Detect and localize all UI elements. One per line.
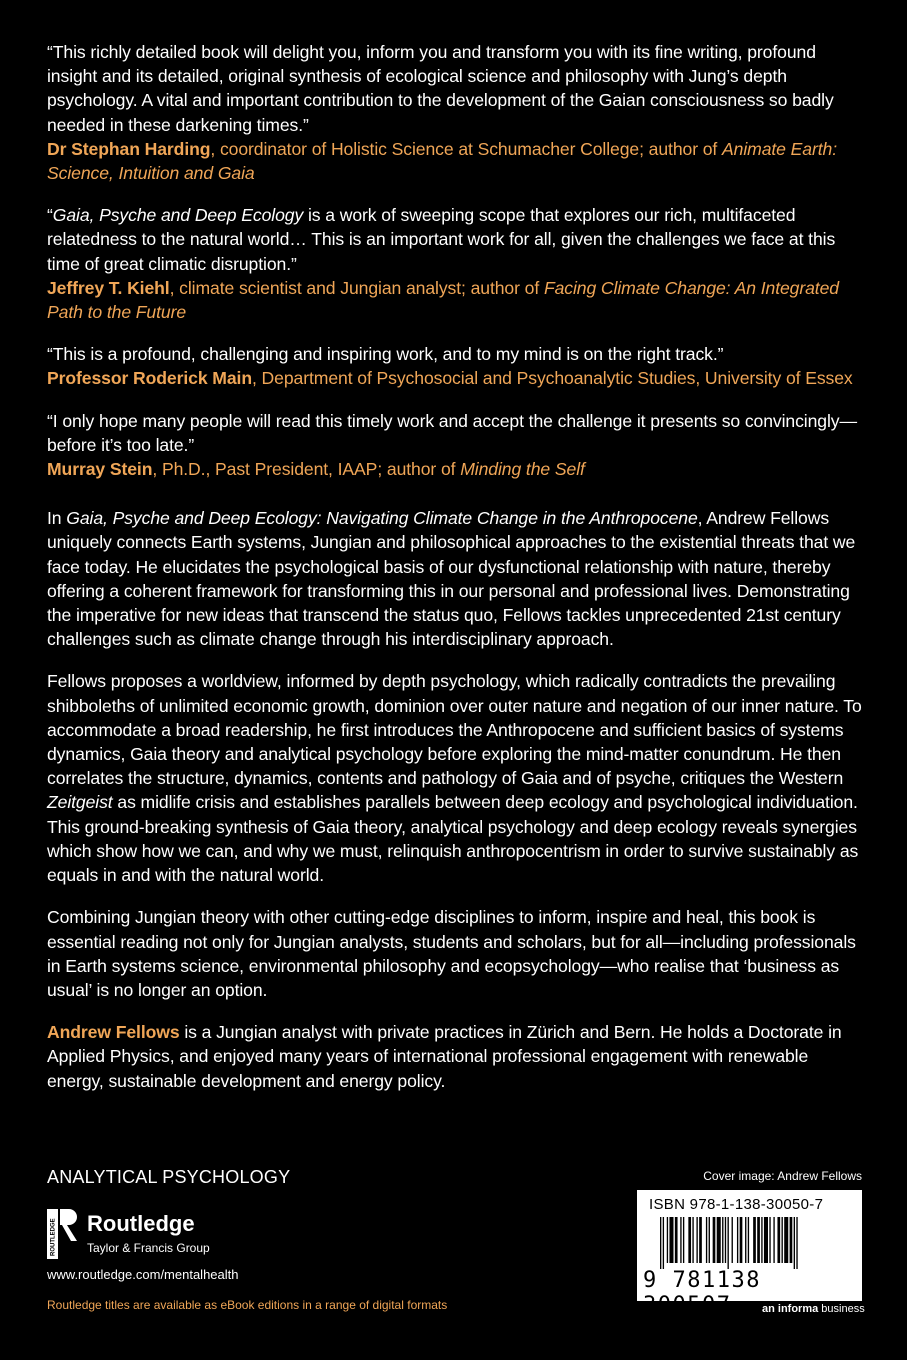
barcode-bar [688, 1217, 691, 1263]
barcode-bar [669, 1217, 673, 1263]
publisher-name: Routledge [87, 1211, 195, 1236]
barcode-bar [699, 1217, 702, 1263]
barcode-bar [675, 1217, 678, 1263]
barcode-bar [773, 1217, 774, 1263]
barcode-bar [777, 1217, 780, 1263]
barcode-bar [680, 1217, 681, 1263]
barcode-bar [667, 1217, 668, 1263]
barcode-bar [732, 1217, 733, 1263]
endorsement-attribution: Dr Stephan Harding, coordinator of Holistic Science at Schumacher College; author of Animate Earth: Science, Intuition and Gaia [47, 138, 837, 184]
barcode-bar [764, 1217, 768, 1263]
cover-credit: Cover image: Andrew Fellows [703, 1169, 862, 1183]
description-paragraph: Combining Jungian theory with other cutting-edge disciplines to inform, inspire and heal, this book is essential reading not only for Jungian analysts, students and scholars, but for all—including professionals in Earth systems science, environmental philosophy and ecopsychology—who realise that ‘business as usual’ is no longer an option. [47, 907, 856, 1000]
back-cover-text [47, 40, 862, 1111]
barcode-bar [663, 1217, 664, 1269]
description-paragraph: In Gaia, Psyche and Deep Ecology: Navigating Climate Change in the Anthropocene, Andrew Fellows uniquely connects Earth systems, Jungian and philosophical approaches to the existential threats that we face today. He elucidates the psychological basis of our dysfunctional relationship with nature, thereby offering a coherent framework for transforming this in our personal and professional lives. Demonstrating the imperative for new ideas that transcend the status quo, Fellows tackles unprecedented 21st century challenges such as climate change through his interdisciplinary approach. [47, 508, 856, 650]
barcode-bar [753, 1217, 756, 1263]
informa-tagline: an informa business [762, 1303, 865, 1315]
barcode-bar [709, 1217, 710, 1263]
barcode-bar [794, 1217, 795, 1269]
endorsement-attribution: Professor Roderick Main, Department of Psychosocial and Psychoanalytic Studies, University of Essex [47, 368, 853, 389]
isbn-number: ISBN 978-1-138-30050-7 [649, 1196, 824, 1213]
barcode-bar [757, 1217, 760, 1263]
barcode-bar [740, 1217, 743, 1263]
barcode-bar [660, 1217, 661, 1269]
barcode-bar [790, 1217, 793, 1263]
author-bio: Andrew Fellows is a Jungian analyst with private practices in Zürich and Bern. He holds a Doctorate in Applied Physics, and enjoyed many years of international professional engagement with renewable energy, sustainable development and energy policy. [47, 1022, 842, 1091]
barcode-bars [660, 1217, 845, 1269]
barcode-bar [725, 1217, 726, 1263]
routledge-logo [47, 1209, 307, 1259]
barcode-bar [782, 1217, 783, 1263]
description-paragraph: Fellows proposes a worldview, informed by depth psychology, which radically contradicts the prevailing shibboleths of unlimited economic growth, dominion over outer nature and negation of our inner nature. To accommodate a broad readership, he first introduces the Anthropocene and sufficient basics of systems dynamics, Gaia theory and analytical psychology before exploring the mind-matter conundrum. He then correlates the structure, dynamics, contents and pathology of Gaia and of psyche, critiques the Western Zeitgeist as midlife crisis and establishes parallels between deep ecology and psychological individuation. This ground-breaking synthesis of Gaia theory, analytical psychology and deep ecology reveals synergies which show how we can, and why we must, relinquish anthropocentrism in order to survive sustainably as equals in and with the natural world. [47, 671, 862, 886]
barcode-bar [706, 1217, 707, 1263]
barcode-bar [728, 1217, 729, 1269]
endorsement-quote: “This is a profound, challenging and inspiring work, and to my mind is on the right track.” Professor Roderick Main, Department of Psychosocial and Psychoanalytic Studies, University of Essex [47, 344, 853, 389]
barcode-bar [692, 1217, 693, 1263]
barcode-bar [748, 1217, 749, 1263]
svg-text:ROUTLEDGE: ROUTLEDGE [50, 1218, 57, 1256]
publisher-website: www.routledge.com/mentalhealth [47, 1267, 239, 1282]
barcode-bar [761, 1217, 762, 1263]
endorsement-quote: “I only hope many people will read this timely work and accept the challenge it presents so convincingly—before it’s too late.” Murray Stein, Ph.D., Past President, IAAP; author of Minding the Self [47, 410, 857, 480]
publisher-group: Taylor & Francis Group [87, 1241, 210, 1255]
barcode-bar [796, 1217, 797, 1269]
barcode-bar [769, 1217, 770, 1263]
ean-digits: 9 781138 300507 [643, 1268, 761, 1318]
barcode-bar [713, 1217, 716, 1263]
barcode-bar [722, 1217, 723, 1263]
endorsement-quote: “This richly detailed book will delight you, inform you and transform you with its fine writing, profound insight and its detailed, original synthesis of ecological science and philosophy with Jung’s depth psychology. A vital and important contribution to the development of the Gaian consciousness so badly needed in these darkening times.” Dr Stephan Harding, coordinator of Holistic Science at Schumacher College; author of Animate Earth: Science, Intuition and Gaia [47, 42, 837, 184]
subject-category: ANALYTICAL PSYCHOLOGY [47, 1167, 291, 1187]
barcode-bar [745, 1217, 746, 1263]
publisher-footer [47, 1167, 487, 1312]
barcode-bar [784, 1217, 788, 1263]
ebook-note: Routledge titles are available as eBook editions in a range of digital formats [47, 1298, 448, 1312]
routledge-logo-icon [47, 1209, 77, 1259]
barcode-bar [737, 1217, 738, 1263]
barcode-bar [717, 1217, 721, 1263]
endorsement-quote: “Gaia, Psyche and Deep Ecology is a work of sweeping scope that explores our rich, multifaceted relatedness to the natural world… This is an important work for all, given the challenges we face at this time of great climatic disruption.” Jeffrey T. Kiehl, climate scientist and Jungian analyst; author of Facing Climate Change: An Integrated Path to the Future [47, 205, 839, 323]
endorsement-attribution: Jeffrey T. Kiehl, climate scientist and Jungian analyst; author of Facing Climate Change: An Integrated Path to the Future [47, 277, 839, 323]
barcode-bar [696, 1217, 697, 1263]
barcode-bar [683, 1217, 684, 1263]
endorsement-attribution: Murray Stein, Ph.D., Past President, IAAP; author of Minding the Self [47, 459, 585, 480]
